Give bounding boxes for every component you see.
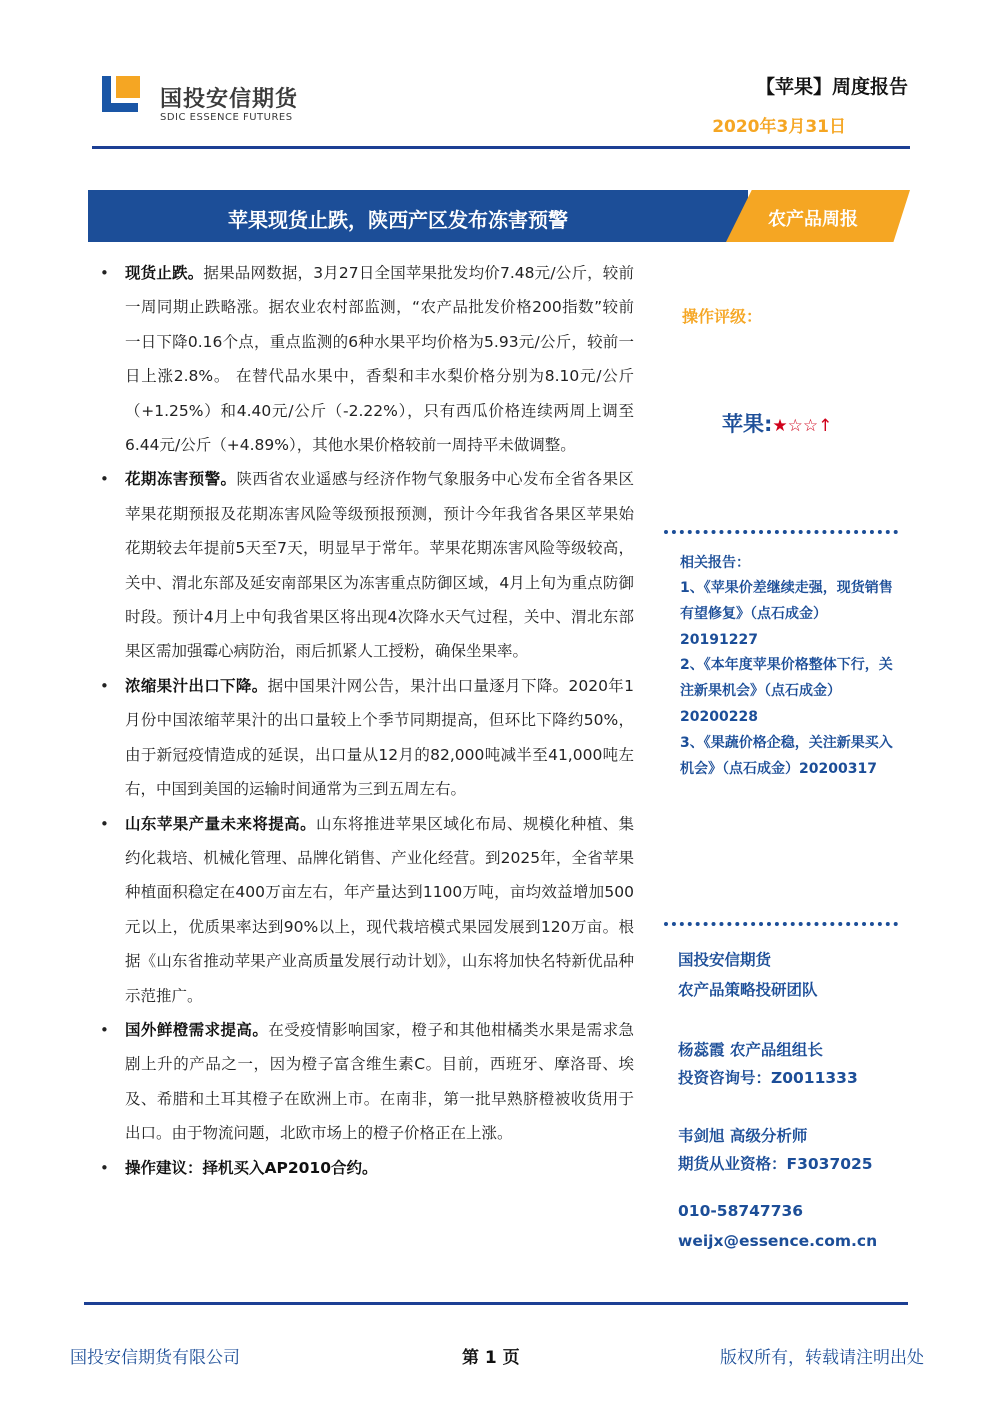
related-report-item[interactable]: 2、《本年度苹果价格整体下行，关注新果机会》（点石成金）20200228 [680,657,893,725]
bullet-heading: 操作建议：择机买入AP2010合约。 [125,1158,378,1177]
related-reports [680,550,900,782]
page-number: 第 1 页 [462,1348,520,1368]
bullet-spot-price [100,256,634,462]
rating-stars-icon: ★☆☆↑ [772,416,833,436]
bullet-orange-demand [100,1013,634,1151]
contact-email[interactable]: weijx@essence.com.cn [678,1232,878,1250]
bullet-shandong-output [100,807,634,1013]
logo-mark-icon [102,76,146,120]
rating [722,408,832,438]
sidebar-divider [664,922,898,926]
bullet-text: 山东将推进苹果区域化布局、规模化种植、集约化栽培、机械化管理、品牌化销售、产业化经营。到2025年，全省苹果种植面积稳定在400万亩左右，年产量达到1100万吨，亩均效益增加500元以上，优质果率达到90%以上，现代栽培模式果园发展到120万亩。根据《山东省推动苹果产业高质量发展行动计划》，山东将加快名特新优品种示范推广。 [125,814,634,1005]
company-logo [96,72,306,132]
bullet-heading: 山东苹果产量未来将提高。 [125,814,317,833]
bullet-icon: • [100,1158,109,1177]
bullet-text: 在受疫情影响国家，橙子和其他柑橘类水果是需求急剧上升的产品之一，因为橙子富含维生素C。目前，西班牙、摩洛哥、埃及、希腊和土耳其橙子在欧洲上市。在南非，第一批早熟脐橙被收货用于出口。由于物流问题，北欧市场上的橙子价格正在上涨。 [125,1020,634,1143]
bullet-heading: 国外鲜橙需求提高。 [125,1020,269,1039]
bullet-icon: • [100,264,109,282]
analyst2-license: 期货从业资格：F3037025 [678,1155,873,1173]
bullet-text: 据果品网数据，3月27日全国苹果批发均价7.48元/公斤，较前一周同期止跌略涨。据农业农村部监测，“农产品批发价格200指数”较前一日下降0.16个点，重点监测的6种水果平均价格为5.93元/公斤，较前一日上涨2.8%。 在替代品水果中，香梨和丰水梨价格分别为8.10元/公斤（+1.25%）和4.40元/公斤（-2.22%），只有西瓜价格连续两周上调至6.44元/公斤（+4.89%），其他水果价格较前一周持平未做调整。 [125,264,634,455]
bullet-juice-export [100,669,634,807]
bullet-icon: • [100,470,109,489]
bullet-frost-warning [100,462,634,668]
footer-company: 国投安信期货有限公司 [70,1348,240,1368]
logo-name-en: SDIC ESSENCE FUTURES [160,112,293,123]
related-reports-title: 相关报告： [680,555,750,571]
title-banner [88,190,910,242]
main-content [100,256,634,1185]
footer-divider [84,1302,908,1305]
analyst1-license: 投资咨询号：Z0011333 [678,1069,858,1087]
team-company: 国投安信期货 [678,951,772,969]
bullet-text: 陕西省农业遥感与经济作物气象服务中心发布全省各果区苹果花期预报及花期冻害风险等级预报预测，预计今年我省各果区苹果始花期较去年提前5天至7天，明显早于常年。苹果花期冻害风险等级较高，关中、渭北东部及延安南部果区为冻害重点防御区域，4月上旬为重点防御时段。预计4月上中旬我省果区将出现4次降水天气过程，关中、渭北东部果区需加强霉心病防治，雨后抓紧人工授粉，确保坐果率。 [125,470,634,661]
team-name: 农产品策略投研团队 [678,981,818,999]
bullet-trade-advice [100,1151,634,1185]
header-divider [92,146,910,149]
analyst1-name: 杨蕊霞 农产品组组长 [678,1041,823,1059]
related-report-item[interactable]: 1、《苹果价差继续走强，现货销售有望修复》（点石成金）20191227 [680,580,893,648]
bullet-heading: 花期冻害预警。 [125,470,237,489]
rating-commodity: 苹果: [722,412,773,436]
bullet-icon: • [100,1020,109,1039]
operation-rating-label: 操作评级： [682,307,763,326]
bullet-heading: 现货止跌。 [125,264,204,282]
footer-copyright: 版权所有，转载请注明出处 [720,1348,924,1368]
bullet-heading: 浓缩果汁出口下降。 [125,676,268,695]
report-date: 2020年3月31日 [712,117,846,137]
sidebar-divider [664,530,898,534]
analyst2-name: 韦剑旭 高级分析师 [678,1127,808,1145]
logo-name-cn: 国投安信期货 [160,87,299,112]
bullet-icon: • [100,676,109,695]
report-category: 农产品周报 [768,209,858,230]
bullet-icon: • [100,814,109,833]
report-type: 【苹果】周度报告 [755,76,908,98]
bullet-text: 据中国果汁网公告，果汁出口量逐月下降。2020年1月份中国浓缩苹果汁的出口量较上个季节同期提高，但环比下降约50%，由于新冠疫情造成的延误，出口量从12月的82,000吨减半至41,000吨左右，中国到美国的运输时间通常为三到五周左右。 [125,676,634,799]
report-title: 苹果现货止跌，陕西产区发布冻害预警 [228,208,568,232]
contact-phone: 010-58747736 [678,1202,804,1220]
related-report-item[interactable]: 3、《果蔬价格企稳，关注新果买入机会》（点石成金）20200317 [680,734,893,777]
